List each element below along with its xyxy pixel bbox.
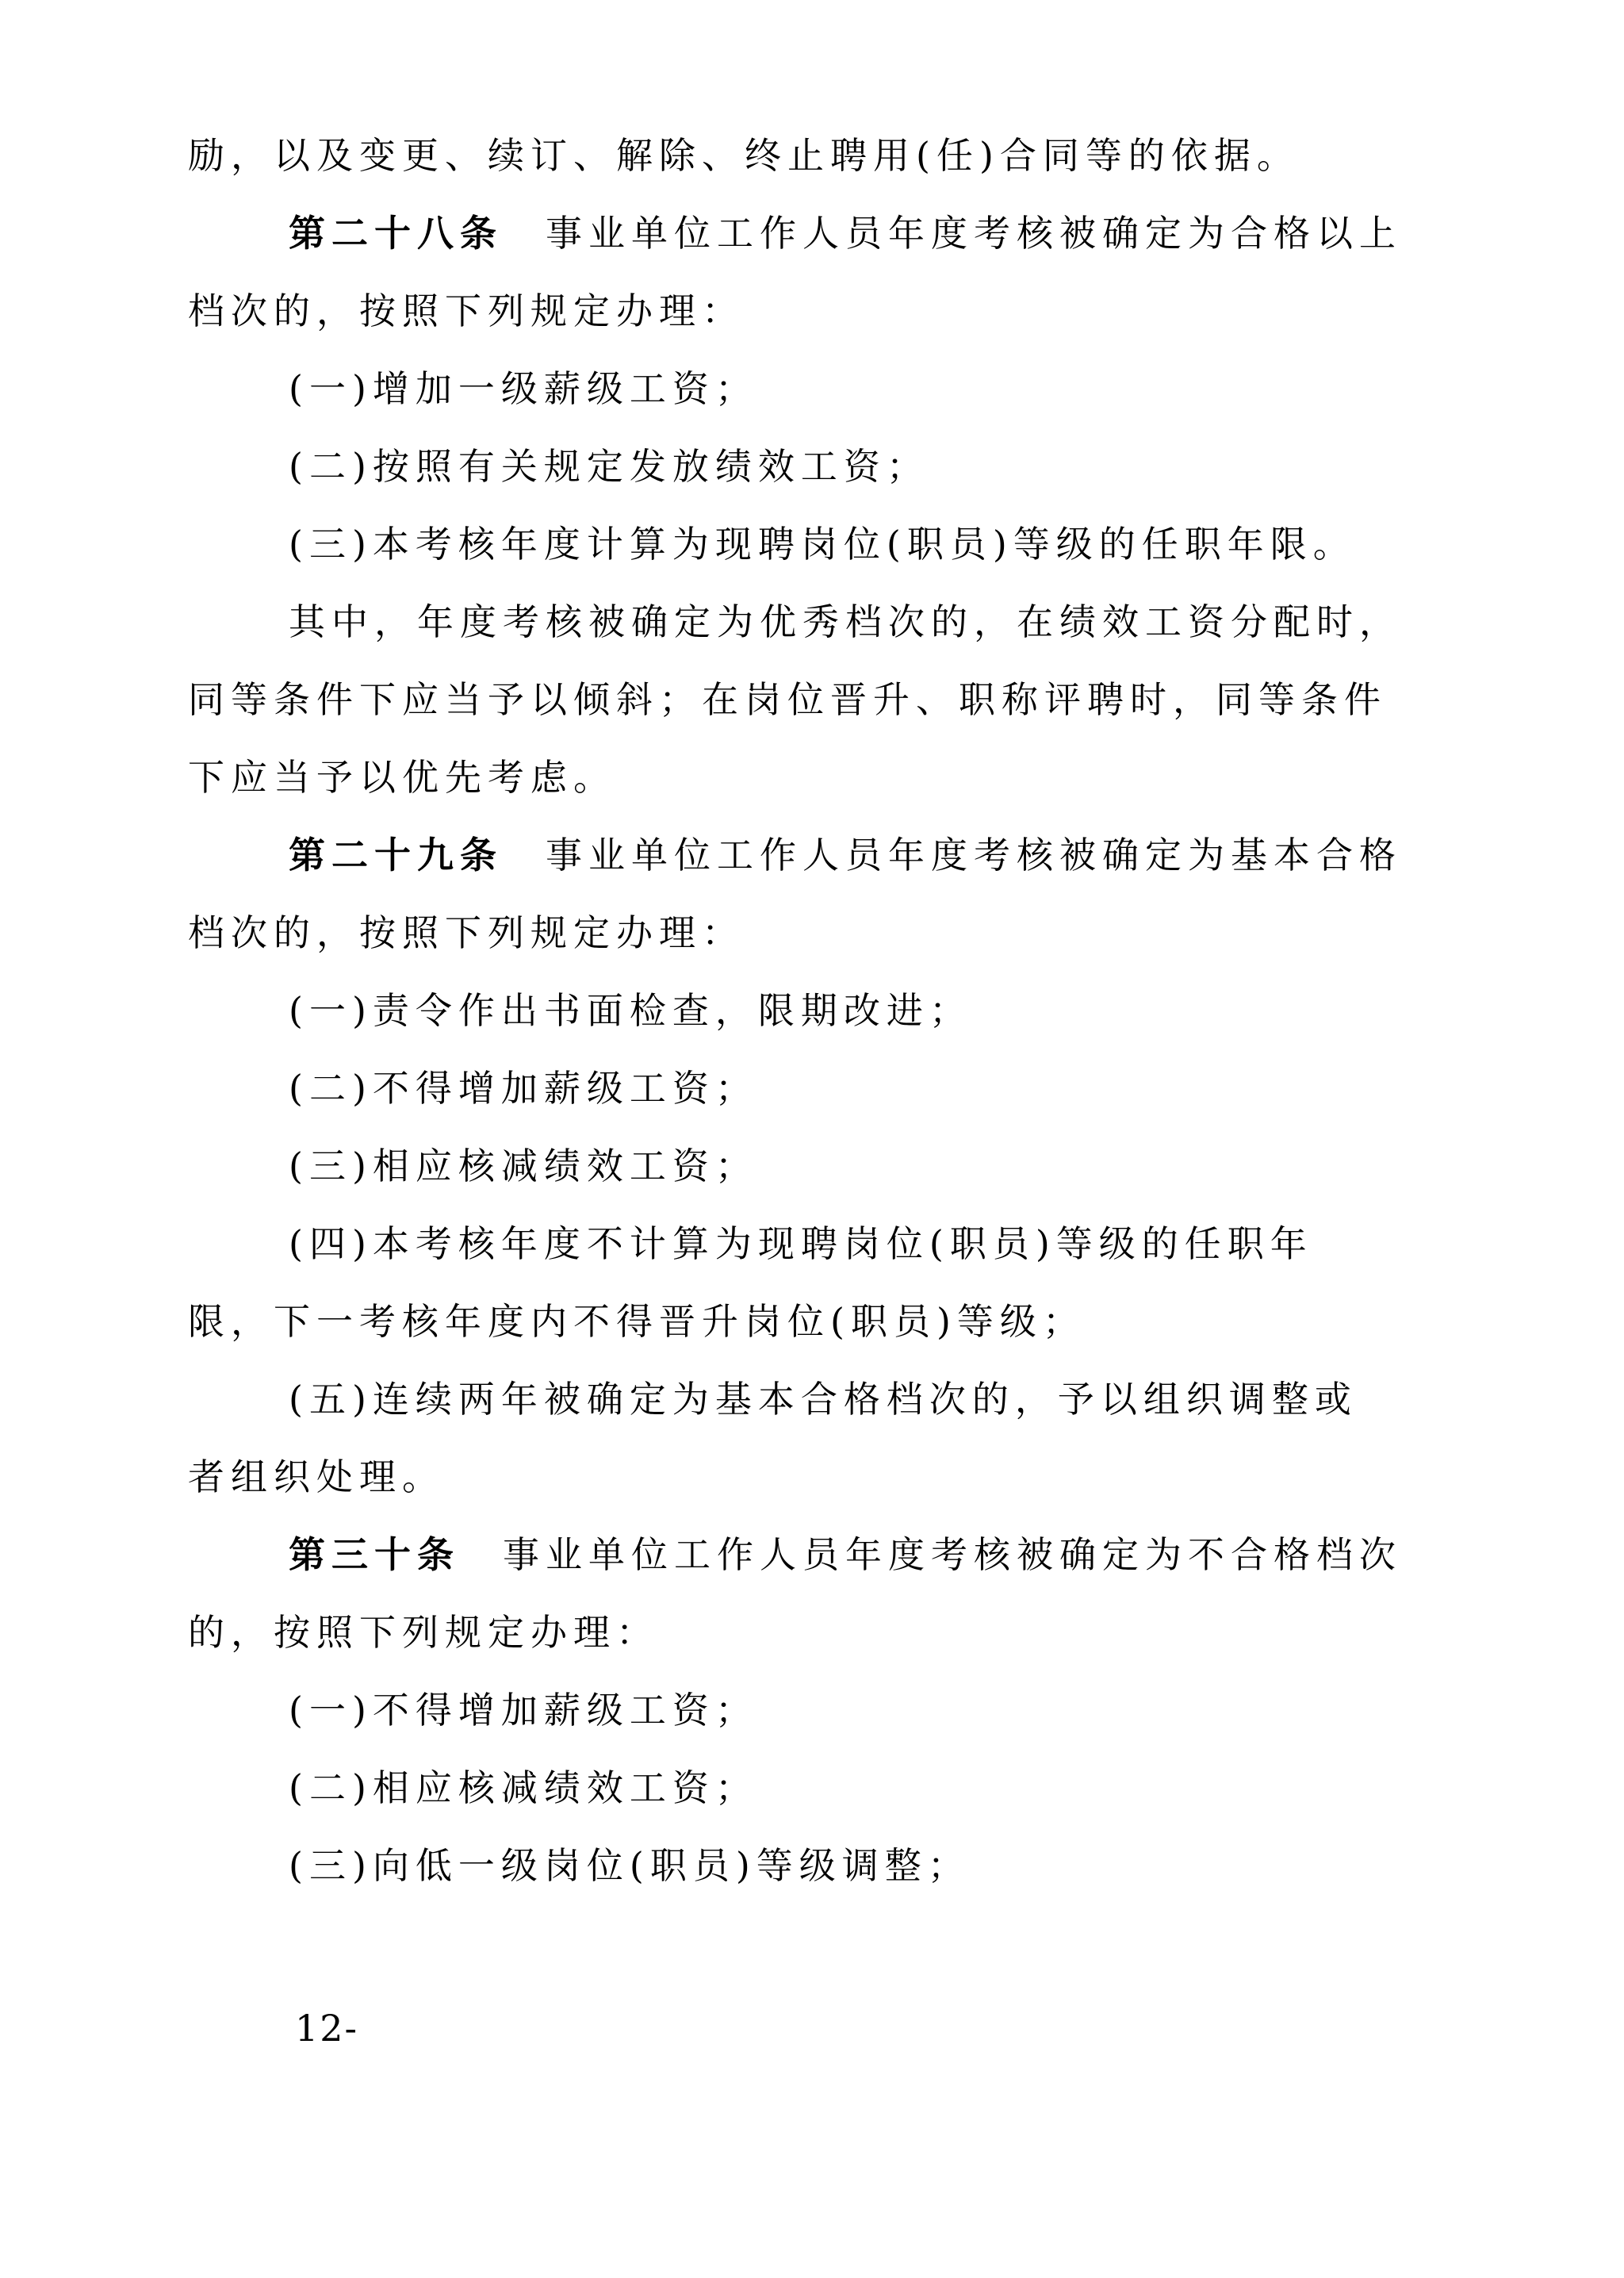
page-number: 12- <box>295 2007 359 2050</box>
document-body <box>188 117 1437 1904</box>
text-line <box>188 350 1437 428</box>
text-line <box>188 583 1437 661</box>
text-segment: (一)不得增加薪级工资； <box>289 1689 758 1732</box>
text-segment: 档次的，按照下列规定办理： <box>188 290 745 332</box>
text-segment: 其中，年度考核被确定为优秀档次的，在绩效工资分配时， <box>289 600 1402 643</box>
text-line <box>188 1127 1437 1205</box>
text-segment: (二)不得增加薪级工资； <box>289 1067 758 1110</box>
text-segment: 下应当予以优先考虑。 <box>188 756 616 799</box>
text-segment: (二)按照有关规定发放绩效工资； <box>289 445 929 488</box>
text-segment: (三)本考核年度计算为现聘岗位(职员)等级的任职年限。 <box>289 523 1356 566</box>
text-line <box>188 1749 1437 1827</box>
text-segment: 者组织处理。 <box>188 1455 445 1498</box>
text-segment: 的，按照下列规定办理： <box>188 1611 659 1654</box>
article-heading: 第二十九条 <box>289 834 503 876</box>
text-segment: 事业单位工作人员年度考核被确定为基本合格 <box>503 834 1402 876</box>
text-line <box>188 894 1437 972</box>
text-segment: 事业单位工作人员年度考核被确定为不合格档次 <box>460 1533 1402 1576</box>
text-segment: 事业单位工作人员年度考核被确定为合格以上 <box>503 212 1402 255</box>
text-segment: (三)向低一级岗位(职员)等级调整； <box>289 1844 971 1887</box>
text-line <box>188 428 1437 505</box>
text-segment: 励，以及变更、续订、解除、终止聘用(任)合同等的依据。 <box>188 134 1300 177</box>
article-heading: 第二十八条 <box>289 212 503 255</box>
text-line <box>188 1593 1437 1671</box>
text-line <box>188 1671 1437 1749</box>
text-line <box>188 1205 1437 1283</box>
text-line <box>188 272 1437 350</box>
text-line <box>188 1360 1437 1438</box>
text-line <box>188 117 1437 194</box>
text-line <box>188 1438 1437 1516</box>
text-line <box>188 1283 1437 1360</box>
text-segment: 档次的，按照下列规定办理： <box>188 911 745 954</box>
text-line <box>188 816 1437 894</box>
text-segment: (四)本考核年度不计算为现聘岗位(职员)等级的任职年 <box>289 1222 1313 1265</box>
text-segment: 限，下一考核年度内不得晋升岗位(职员)等级； <box>188 1300 1086 1343</box>
text-line <box>188 505 1437 583</box>
text-line <box>188 972 1437 1049</box>
text-segment: (三)相应核减绩效工资； <box>289 1145 758 1187</box>
text-line <box>188 738 1437 816</box>
text-line <box>188 1516 1437 1593</box>
text-line <box>188 194 1437 272</box>
text-segment: (二)相应核减绩效工资； <box>289 1766 758 1809</box>
text-segment: (一)增加一级薪级工资； <box>289 367 758 410</box>
text-line <box>188 1049 1437 1127</box>
text-line <box>188 661 1437 738</box>
article-heading: 第三十条 <box>289 1533 460 1576</box>
text-segment: 同等条件下应当予以倾斜；在岗位晋升、职称评聘时，同等条件 <box>188 678 1387 721</box>
text-segment: (五)连续两年被确定为基本合格档次的，予以组织调整或 <box>289 1378 1358 1421</box>
text-line <box>188 1827 1437 1904</box>
text-segment: (一)责令作出书面检查，限期改进； <box>289 989 972 1032</box>
